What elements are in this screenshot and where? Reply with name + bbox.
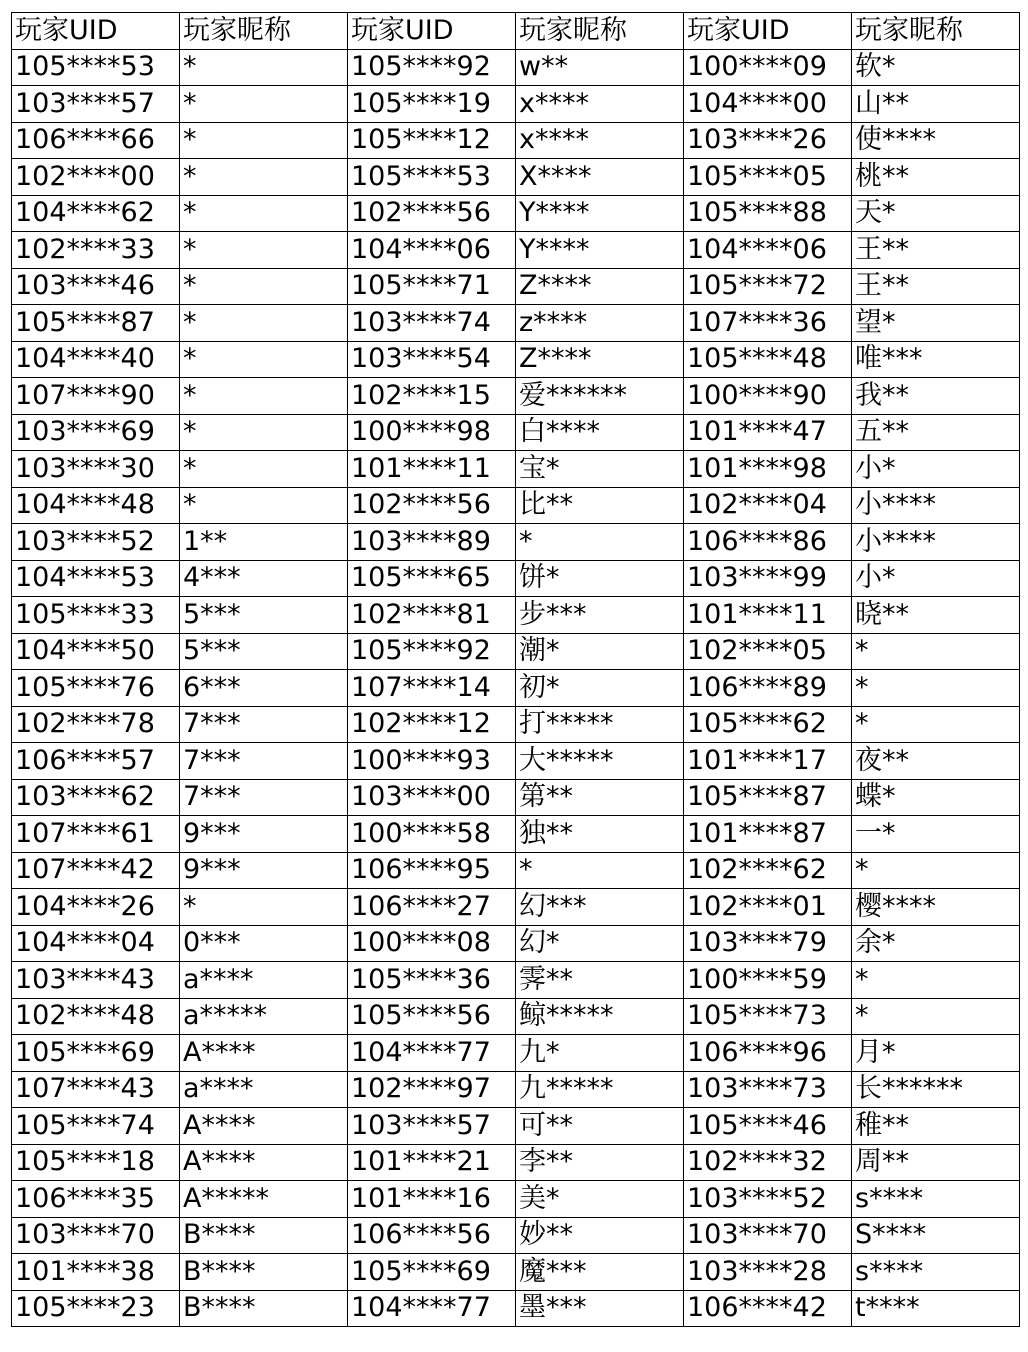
table-row [12, 195, 1020, 232]
player-uid-cell: 100****08 [348, 925, 516, 962]
player-nickname-cell: 小**** [852, 524, 1020, 561]
player-uid-cell: 101****98 [684, 451, 852, 488]
player-uid-cell: 105****62 [684, 706, 852, 743]
player-uid-cell: 107****43 [12, 1071, 180, 1108]
table-row [12, 1254, 1020, 1291]
table-row [12, 1217, 1020, 1254]
player-uid-cell: 102****33 [12, 232, 180, 269]
player-uid-cell: 103****00 [348, 779, 516, 816]
player-uid-cell: 101****38 [12, 1254, 180, 1291]
table-row [12, 706, 1020, 743]
player-uid-cell: 102****05 [684, 633, 852, 670]
player-nickname-cell: * [180, 232, 348, 269]
player-nickname-cell: S**** [852, 1217, 1020, 1254]
player-nickname-cell: * [180, 378, 348, 415]
player-nickname-cell: A**** [180, 1108, 348, 1145]
player-nickname-cell: * [852, 998, 1020, 1035]
player-uid-cell: 101****87 [684, 816, 852, 853]
player-uid-cell: 106****95 [348, 852, 516, 889]
player-nickname-cell: 一* [852, 816, 1020, 853]
player-uid-cell: 103****73 [684, 1071, 852, 1108]
player-table [11, 12, 1020, 1327]
player-nickname-cell: 幻*** [516, 889, 684, 926]
player-nickname-cell: 小* [852, 451, 1020, 488]
table-row [12, 633, 1020, 670]
player-nickname-cell: Z**** [516, 268, 684, 305]
player-uid-cell: 102****56 [348, 487, 516, 524]
player-uid-cell: 105****87 [12, 305, 180, 342]
player-nickname-cell: a**** [180, 962, 348, 999]
player-uid-cell: 103****89 [348, 524, 516, 561]
player-nickname-cell: 7*** [180, 706, 348, 743]
player-nickname-cell: 九* [516, 1035, 684, 1072]
player-nickname-cell: * [852, 852, 1020, 889]
header-uid: 玩家UID [348, 13, 516, 50]
player-nickname-cell: s**** [852, 1254, 1020, 1291]
player-uid-cell: 102****62 [684, 852, 852, 889]
table-row [12, 1144, 1020, 1181]
player-nickname-cell: x**** [516, 86, 684, 123]
player-uid-cell: 103****52 [684, 1181, 852, 1218]
table-row [12, 816, 1020, 853]
table-row [12, 414, 1020, 451]
player-uid-cell: 104****62 [12, 195, 180, 232]
player-uid-cell: 104****04 [12, 925, 180, 962]
player-uid-cell: 102****81 [348, 597, 516, 634]
player-uid-cell: 105****19 [348, 86, 516, 123]
player-nickname-cell: 4*** [180, 560, 348, 597]
player-nickname-cell: X**** [516, 159, 684, 196]
player-uid-cell: 107****42 [12, 852, 180, 889]
player-uid-cell: 104****50 [12, 633, 180, 670]
player-nickname-cell: 初* [516, 670, 684, 707]
player-uid-cell: 103****79 [684, 925, 852, 962]
player-nickname-cell: 7*** [180, 743, 348, 780]
player-nickname-cell: * [180, 305, 348, 342]
player-uid-cell: 105****92 [348, 49, 516, 86]
player-nickname-cell: 樱**** [852, 889, 1020, 926]
player-uid-cell: 106****96 [684, 1035, 852, 1072]
player-nickname-cell: 使**** [852, 122, 1020, 159]
table-row [12, 451, 1020, 488]
header-uid: 玩家UID [12, 13, 180, 50]
player-uid-cell: 106****56 [348, 1217, 516, 1254]
table-row [12, 597, 1020, 634]
player-nickname-cell: w** [516, 49, 684, 86]
player-uid-cell: 106****27 [348, 889, 516, 926]
table-row [12, 925, 1020, 962]
player-nickname-cell: 墨*** [516, 1290, 684, 1327]
player-nickname-cell: 6*** [180, 670, 348, 707]
player-nickname-cell: a***** [180, 998, 348, 1035]
player-uid-cell: 105****92 [348, 633, 516, 670]
table-row [12, 268, 1020, 305]
player-nickname-cell: 9*** [180, 816, 348, 853]
player-uid-cell: 100****58 [348, 816, 516, 853]
player-uid-cell: 101****11 [684, 597, 852, 634]
player-uid-cell: 106****57 [12, 743, 180, 780]
table-row [12, 962, 1020, 999]
player-uid-cell: 104****48 [12, 487, 180, 524]
player-nickname-cell: 步*** [516, 597, 684, 634]
player-nickname-cell: 魔*** [516, 1254, 684, 1291]
player-nickname-cell: a**** [180, 1071, 348, 1108]
player-nickname-cell: 7*** [180, 779, 348, 816]
player-nickname-cell: * [180, 414, 348, 451]
player-uid-cell: 105****65 [348, 560, 516, 597]
player-nickname-cell: 李** [516, 1144, 684, 1181]
player-nickname-cell: 鲸***** [516, 998, 684, 1035]
player-nickname-cell: 周** [852, 1144, 1020, 1181]
player-nickname-cell: 五** [852, 414, 1020, 451]
player-uid-cell: 104****06 [684, 232, 852, 269]
table-body [12, 49, 1020, 1327]
player-uid-cell: 103****43 [12, 962, 180, 999]
player-uid-cell: 105****69 [12, 1035, 180, 1072]
player-nickname-cell: * [180, 889, 348, 926]
header-nickname: 玩家昵称 [852, 13, 1020, 50]
table-row [12, 232, 1020, 269]
player-nickname-cell: z**** [516, 305, 684, 342]
player-nickname-cell: 5*** [180, 633, 348, 670]
table-row [12, 341, 1020, 378]
table-row [12, 1108, 1020, 1145]
player-nickname-cell: B**** [180, 1217, 348, 1254]
player-nickname-cell: 唯*** [852, 341, 1020, 378]
player-uid-cell: 105****18 [12, 1144, 180, 1181]
header-uid: 玩家UID [684, 13, 852, 50]
player-nickname-cell: * [180, 86, 348, 123]
player-nickname-cell: A***** [180, 1181, 348, 1218]
player-uid-cell: 105****72 [684, 268, 852, 305]
table-row [12, 159, 1020, 196]
player-uid-cell: 105****46 [684, 1108, 852, 1145]
player-uid-cell: 102****56 [348, 195, 516, 232]
player-uid-cell: 103****57 [348, 1108, 516, 1145]
player-nickname-cell: x**** [516, 122, 684, 159]
table-row [12, 560, 1020, 597]
player-uid-cell: 103****57 [12, 86, 180, 123]
player-uid-cell: 101****16 [348, 1181, 516, 1218]
player-uid-cell: 106****86 [684, 524, 852, 561]
player-nickname-cell: 大***** [516, 743, 684, 780]
player-nickname-cell: 饼* [516, 560, 684, 597]
player-uid-cell: 102****01 [684, 889, 852, 926]
player-nickname-cell: 山** [852, 86, 1020, 123]
player-uid-cell: 105****74 [12, 1108, 180, 1145]
player-nickname-cell: * [852, 962, 1020, 999]
player-nickname-cell: 霁** [516, 962, 684, 999]
table-row [12, 378, 1020, 415]
player-nickname-cell: t**** [852, 1290, 1020, 1327]
player-nickname-cell: 5*** [180, 597, 348, 634]
player-uid-cell: 105****73 [684, 998, 852, 1035]
player-uid-cell: 106****35 [12, 1181, 180, 1218]
player-uid-cell: 103****26 [684, 122, 852, 159]
player-nickname-cell: 稚** [852, 1108, 1020, 1145]
player-uid-cell: 102****15 [348, 378, 516, 415]
player-uid-cell: 106****89 [684, 670, 852, 707]
player-uid-cell: 101****47 [684, 414, 852, 451]
player-uid-cell: 104****06 [348, 232, 516, 269]
player-uid-cell: 107****90 [12, 378, 180, 415]
player-uid-cell: 106****42 [684, 1290, 852, 1327]
player-nickname-cell: 天* [852, 195, 1020, 232]
player-uid-cell: 103****69 [12, 414, 180, 451]
table-row [12, 122, 1020, 159]
player-uid-cell: 104****00 [684, 86, 852, 123]
player-uid-cell: 102****04 [684, 487, 852, 524]
player-nickname-cell: 余* [852, 925, 1020, 962]
header-row [12, 13, 1020, 50]
player-uid-cell: 105****53 [12, 49, 180, 86]
player-nickname-cell: 幻* [516, 925, 684, 962]
player-nickname-cell: * [180, 159, 348, 196]
player-nickname-cell: * [852, 706, 1020, 743]
player-uid-cell: 104****53 [12, 560, 180, 597]
player-nickname-cell: * [516, 524, 684, 561]
player-uid-cell: 105****36 [348, 962, 516, 999]
player-nickname-cell: Y**** [516, 232, 684, 269]
player-nickname-cell: * [180, 122, 348, 159]
player-nickname-cell: 九***** [516, 1071, 684, 1108]
player-nickname-cell: 望* [852, 305, 1020, 342]
table-row [12, 1071, 1020, 1108]
table-row [12, 670, 1020, 707]
player-uid-cell: 103****30 [12, 451, 180, 488]
player-nickname-cell: 白**** [516, 414, 684, 451]
player-uid-cell: 107****36 [684, 305, 852, 342]
table-row [12, 524, 1020, 561]
player-nickname-cell: 王** [852, 232, 1020, 269]
player-uid-cell: 105****56 [348, 998, 516, 1035]
player-nickname-cell: 打***** [516, 706, 684, 743]
player-uid-cell: 102****78 [12, 706, 180, 743]
player-nickname-cell: 爱****** [516, 378, 684, 415]
player-nickname-cell: * [852, 670, 1020, 707]
player-nickname-cell: 桃** [852, 159, 1020, 196]
player-nickname-cell: 美* [516, 1181, 684, 1218]
player-uid-cell: 100****98 [348, 414, 516, 451]
table-row [12, 889, 1020, 926]
player-uid-cell: 100****59 [684, 962, 852, 999]
table-row [12, 487, 1020, 524]
player-nickname-cell: 宝* [516, 451, 684, 488]
player-uid-cell: 105****33 [12, 597, 180, 634]
player-uid-cell: 104****26 [12, 889, 180, 926]
player-nickname-cell: 王** [852, 268, 1020, 305]
player-nickname-cell: * [180, 487, 348, 524]
player-uid-cell: 103****99 [684, 560, 852, 597]
player-uid-cell: 103****74 [348, 305, 516, 342]
player-uid-cell: 105****71 [348, 268, 516, 305]
player-nickname-cell: 9*** [180, 852, 348, 889]
player-uid-cell: 103****46 [12, 268, 180, 305]
player-nickname-cell: 长****** [852, 1071, 1020, 1108]
player-nickname-cell: 月* [852, 1035, 1020, 1072]
player-uid-cell: 100****90 [684, 378, 852, 415]
player-nickname-cell: s**** [852, 1181, 1020, 1218]
player-uid-cell: 105****88 [684, 195, 852, 232]
table-row [12, 852, 1020, 889]
player-nickname-cell: Z**** [516, 341, 684, 378]
player-nickname-cell: * [180, 341, 348, 378]
player-uid-cell: 100****93 [348, 743, 516, 780]
player-uid-cell: 102****00 [12, 159, 180, 196]
player-uid-cell: 103****28 [684, 1254, 852, 1291]
table-row [12, 779, 1020, 816]
player-uid-cell: 106****66 [12, 122, 180, 159]
player-nickname-cell: 潮* [516, 633, 684, 670]
player-nickname-cell: 第** [516, 779, 684, 816]
player-nickname-cell: 比** [516, 487, 684, 524]
header-nickname: 玩家昵称 [516, 13, 684, 50]
player-uid-cell: 103****52 [12, 524, 180, 561]
player-nickname-cell: B**** [180, 1290, 348, 1327]
player-nickname-cell: 0*** [180, 925, 348, 962]
table-row [12, 305, 1020, 342]
player-nickname-cell: 妙** [516, 1217, 684, 1254]
player-uid-cell: 103****70 [12, 1217, 180, 1254]
player-uid-cell: 104****77 [348, 1290, 516, 1327]
table-row [12, 1035, 1020, 1072]
player-nickname-cell: 夜** [852, 743, 1020, 780]
player-uid-cell: 103****54 [348, 341, 516, 378]
table-row [12, 998, 1020, 1035]
table-row [12, 1290, 1020, 1327]
player-nickname-cell: 我** [852, 378, 1020, 415]
player-uid-cell: 104****40 [12, 341, 180, 378]
player-uid-cell: 104****77 [348, 1035, 516, 1072]
player-nickname-cell: 小* [852, 560, 1020, 597]
player-uid-cell: 105****05 [684, 159, 852, 196]
table-row [12, 86, 1020, 123]
player-nickname-cell: 可** [516, 1108, 684, 1145]
table-row [12, 1181, 1020, 1218]
player-nickname-cell: 蝶* [852, 779, 1020, 816]
player-nickname-cell: * [180, 451, 348, 488]
player-uid-cell: 102****12 [348, 706, 516, 743]
player-uid-cell: 100****09 [684, 49, 852, 86]
player-uid-cell: 102****97 [348, 1071, 516, 1108]
player-nickname-cell: 小**** [852, 487, 1020, 524]
player-nickname-cell: 独** [516, 816, 684, 853]
player-uid-cell: 105****12 [348, 122, 516, 159]
header-nickname: 玩家昵称 [180, 13, 348, 50]
player-nickname-cell: 1** [180, 524, 348, 561]
player-uid-cell: 105****76 [12, 670, 180, 707]
player-nickname-cell: * [180, 49, 348, 86]
player-uid-cell: 103****70 [684, 1217, 852, 1254]
player-nickname-cell: 软* [852, 49, 1020, 86]
player-uid-cell: 105****23 [12, 1290, 180, 1327]
player-uid-cell: 107****14 [348, 670, 516, 707]
player-uid-cell: 102****48 [12, 998, 180, 1035]
player-nickname-cell: * [180, 195, 348, 232]
player-uid-cell: 105****48 [684, 341, 852, 378]
player-uid-cell: 101****21 [348, 1144, 516, 1181]
player-nickname-cell: A**** [180, 1035, 348, 1072]
player-uid-cell: 101****17 [684, 743, 852, 780]
player-nickname-cell: * [852, 633, 1020, 670]
player-nickname-cell: A**** [180, 1144, 348, 1181]
player-uid-cell: 101****11 [348, 451, 516, 488]
player-uid-cell: 102****32 [684, 1144, 852, 1181]
player-uid-cell: 105****53 [348, 159, 516, 196]
player-uid-cell: 105****87 [684, 779, 852, 816]
player-uid-cell: 103****62 [12, 779, 180, 816]
player-uid-cell: 107****61 [12, 816, 180, 853]
player-nickname-cell: * [180, 268, 348, 305]
player-nickname-cell: 晓** [852, 597, 1020, 634]
table-row [12, 49, 1020, 86]
table-row [12, 743, 1020, 780]
player-nickname-cell: Y**** [516, 195, 684, 232]
player-nickname-cell: * [516, 852, 684, 889]
player-nickname-cell: B**** [180, 1254, 348, 1291]
player-uid-cell: 105****69 [348, 1254, 516, 1291]
